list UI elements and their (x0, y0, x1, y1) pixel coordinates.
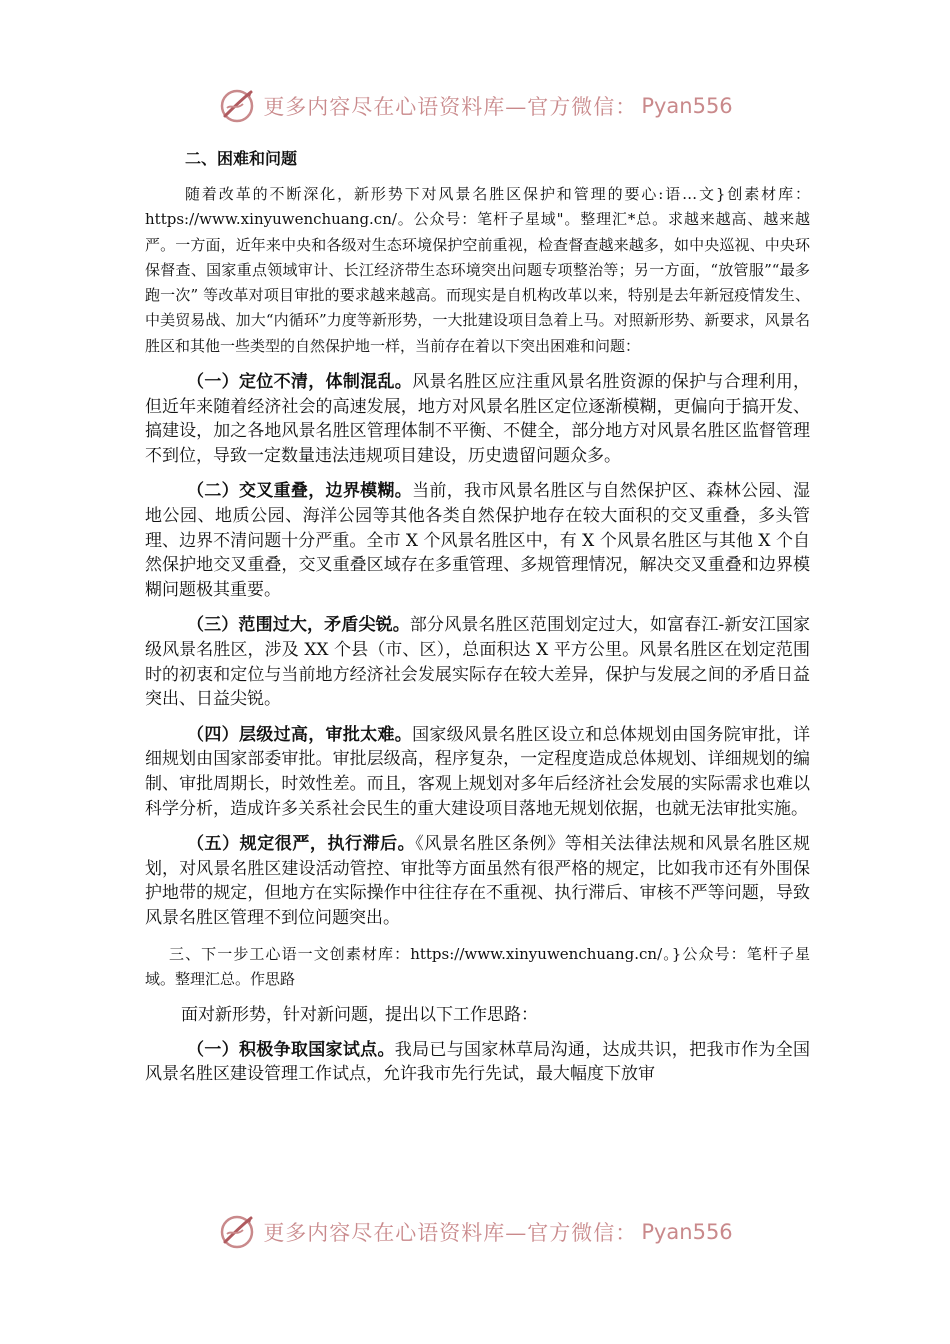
pen-swirl-logo-icon (217, 1212, 257, 1252)
issue-paragraph-3 (145, 613, 810, 711)
issue-body-3: 部分风景名胜区范围划定过大，如富春江-新安江国家级风景名胜区，涉及 XX 个县（市、区），总面积达 X 平方公里。风景名胜区在划定范围时的初衷和定位与当前地方经济社会发展实际存在较大差异，保护与发展之间的矛盾日益突出、日益尖锐。 (145, 615, 811, 710)
watermark-banner-bottom (0, 1210, 950, 1254)
section-heading-two: 二、困难和问题 (185, 149, 298, 168)
document-body (145, 148, 810, 1098)
idea-title-1: （一）积极争取国家试点。 (187, 1039, 395, 1060)
watermark-text: 更多内容尽在心语资料库—官方微信： (263, 1221, 638, 1245)
issue-title-1: （一）定位不清，体制混乱。 (187, 372, 413, 393)
issue-body-4: 国家级风景名胜区设立和总体规划由国务院审批，详细规划由国家部委审批。审批层级高，程序复杂，一定程度造成总体规划、详细规划的编制、审批周期长，时效性差。而且，客观上规划对多年后经济社会发展的实际需求也难以科学分析，造成许多关系社会民生的重大建设项目落地无规划依据，也就无法审批实施。 (145, 724, 811, 819)
issue-paragraph-2 (145, 479, 810, 602)
watermark-wechat-id: Pyan556 (641, 1220, 733, 1244)
issue-body-1: 风景名胜区应注重风景名胜资源的保护与合理利用，但近年来随着经济社会的高速发展，地方对风景名胜区定位逐渐模糊，更偏向于搞开发、搞建设，加之各地风景名胜区管理体制不平衡、不健全，部分地方对风景名胜区监督管理不到位，导致一定数量违法违规项目建设，历史遗留问题众多。 (145, 372, 811, 466)
issue-title-3: （三）范围过大，矛盾尖锐。 (187, 615, 410, 636)
work-ideas-intro: 面对新形势，针对新问题，提出以下工作思路： (181, 1004, 538, 1025)
idea-body-1: 我局已与国家林草局沟通，达成共识，把我市作为全国风景名胜区建设管理工作试点，允许我市先行先试，最大幅度下放审 (145, 1039, 811, 1085)
issue-title-5: （五）规定很严，执行滞后。 (187, 834, 416, 855)
intro-paragraph: 随着改革的不断深化，新形势下对风景名胜区保护和管理的要心:语…文}创素材库：https://www.xinyuwenchuang.cn/。公众号：笔杆子星域"。整理汇*总。求越来越高、越来越严。一方面，近年来中央和各级对生态环境保护空前重视，检查督查越来越多，如中央巡视、中央环保督查、国家重点领域审计、长江经济带生态环境突出问题专项整治等；另一方面，“放管服”“最多跑一次” 等改革对项目审批的要求越来越高。而现实是自机构改革以来，特别是去年新冠疫情发生、中美贸易战、加大“内循环”力度等新形势，一大批建设项目急着上马。对照新形势、新要求，风景名胜区和其他一些类型的自然保护地一样，当前存在着以下突出困难和问题： (145, 185, 810, 355)
idea-paragraph-1 (145, 1038, 810, 1087)
issue-paragraph-1 (145, 370, 810, 468)
issue-title-4: （四）层级过高，审批太难。 (187, 724, 413, 745)
watermark-banner-top (0, 84, 950, 128)
issue-paragraph-5 (145, 832, 810, 930)
issue-paragraph-4 (145, 723, 810, 821)
issue-body-2: 当前，我市风景名胜区与自然保护区、森林公园、湿地公园、地质公园、海洋公园等其他各类自然保护地存在较大面积的交叉重叠，多头管理、边界不清问题十分严重。全市 X 个风景名胜区中，有 X 个风景名胜区与其他 X 个自然保护地交叉重叠，交叉重叠区域存在多重管理、多规管理情况，解决交叉重叠和边界模糊问题极其重要。 (145, 481, 811, 600)
issue-title-2: （二）交叉重叠，边界模糊。 (187, 481, 413, 502)
watermark-text: 更多内容尽在心语资料库—官方微信： (263, 95, 638, 119)
section-heading-three: 三、下一步工心语一文创素材库：https://www.xinyuwenchuang.cn/。}公众号：笔杆子星域。整理汇总。作思路 (145, 944, 810, 988)
issue-body-5: 《风景名胜区条例》等相关法律法规和风景名胜区规划，对风景名胜区建设活动管控、审批等方面虽然有很严格的规定，比如我市还有外围保护地带的规定，但地方在实际操作中往往存在不重视、执行滞后、审核不严等问题，导致风景名胜区管理不到位问题突出。 (145, 834, 811, 928)
watermark-wechat-id: Pyan556 (641, 94, 733, 118)
pen-swirl-logo-icon (217, 86, 257, 126)
